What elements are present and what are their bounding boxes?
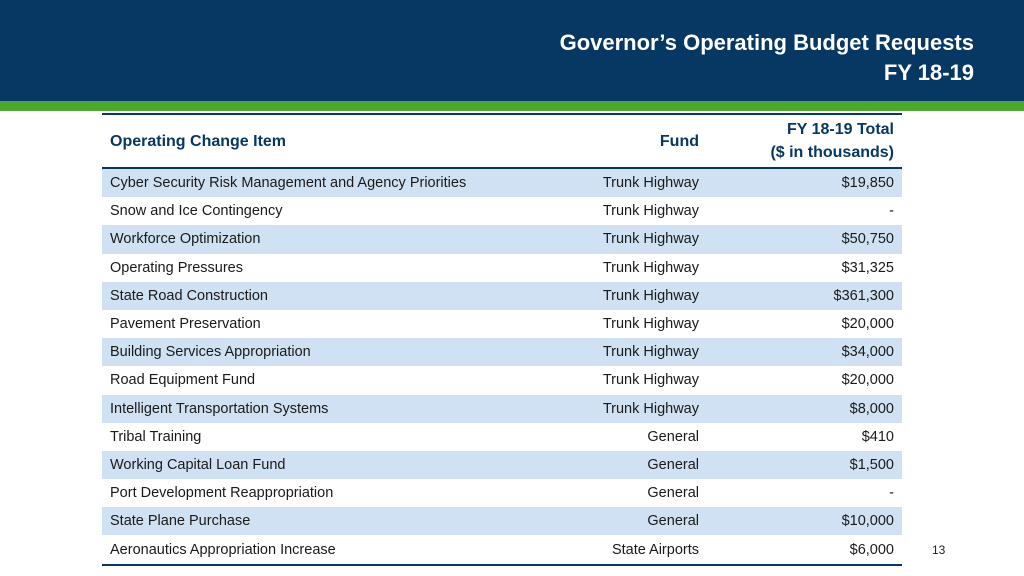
item-cell: State Road Construction [102,282,572,310]
amount-cell: - [707,197,902,225]
table-row [102,197,902,225]
fund-cell: General [572,479,707,507]
item-cell: Operating Pressures [102,254,572,282]
fund-cell: Trunk Highway [572,395,707,423]
fund-cell: Trunk Highway [572,338,707,366]
table-row [102,507,902,535]
header-banner [0,0,1024,101]
item-cell: Snow and Ice Contingency [102,197,572,225]
table-row [102,451,902,479]
item-cell: State Plane Purchase [102,507,572,535]
amount-cell: $10,000 [707,507,902,535]
table-row [102,338,902,366]
fund-cell: Trunk Highway [572,225,707,253]
item-cell: Working Capital Loan Fund [102,451,572,479]
fund-cell: Trunk Highway [572,168,707,197]
header-total-line2: ($ in thousands) [770,144,894,161]
header-total [707,114,902,168]
table-row [102,479,902,507]
table-row [102,535,902,564]
table-row [102,225,902,253]
header-operating-change-item: Operating Change Item [102,114,572,168]
item-cell: Aeronautics Appropriation Increase [102,535,572,564]
fund-cell: Trunk Highway [572,197,707,225]
amount-cell: $31,325 [707,254,902,282]
table-row [102,395,902,423]
header-fund: Fund [572,114,707,168]
item-cell: Road Equipment Fund [102,366,572,394]
table-header [102,114,902,168]
fund-cell: Trunk Highway [572,254,707,282]
amount-cell: $1,500 [707,451,902,479]
page-number: 13 [932,543,946,557]
table-row [102,310,902,338]
slide-title-line2: FY 18-19 [883,60,974,85]
item-cell: Workforce Optimization [102,225,572,253]
table-row [102,423,902,451]
item-cell: Pavement Preservation [102,310,572,338]
slide-title [560,28,974,88]
item-cell: Cyber Security Risk Management and Agency Priorities [102,168,572,197]
slide-title-line1: Governor’s Operating Budget Requests [559,30,974,55]
amount-cell: $361,300 [707,282,902,310]
amount-cell: $19,850 [707,168,902,197]
header-row [102,114,902,168]
budget-table [102,113,902,566]
item-cell: Building Services Appropriation [102,338,572,366]
item-cell: Intelligent Transportation Systems [102,395,572,423]
table-row [102,168,902,197]
table-row [102,366,902,394]
amount-cell: $20,000 [707,310,902,338]
table-body [102,168,902,565]
fund-cell: State Airports [572,535,707,564]
item-cell: Port Development Reappropriation [102,479,572,507]
amount-cell: $6,000 [707,535,902,564]
fund-cell: Trunk Highway [572,282,707,310]
item-cell: Tribal Training [102,423,572,451]
amount-cell: - [707,479,902,507]
fund-cell: General [572,451,707,479]
accent-stripe [0,101,1024,111]
header-total-line1: FY 18-19 Total [787,121,894,138]
fund-cell: General [572,423,707,451]
amount-cell: $34,000 [707,338,902,366]
amount-cell: $8,000 [707,395,902,423]
table-row [102,254,902,282]
fund-cell: Trunk Highway [572,310,707,338]
amount-cell: $20,000 [707,366,902,394]
amount-cell: $410 [707,423,902,451]
table-row [102,282,902,310]
fund-cell: Trunk Highway [572,366,707,394]
fund-cell: General [572,507,707,535]
amount-cell: $50,750 [707,225,902,253]
